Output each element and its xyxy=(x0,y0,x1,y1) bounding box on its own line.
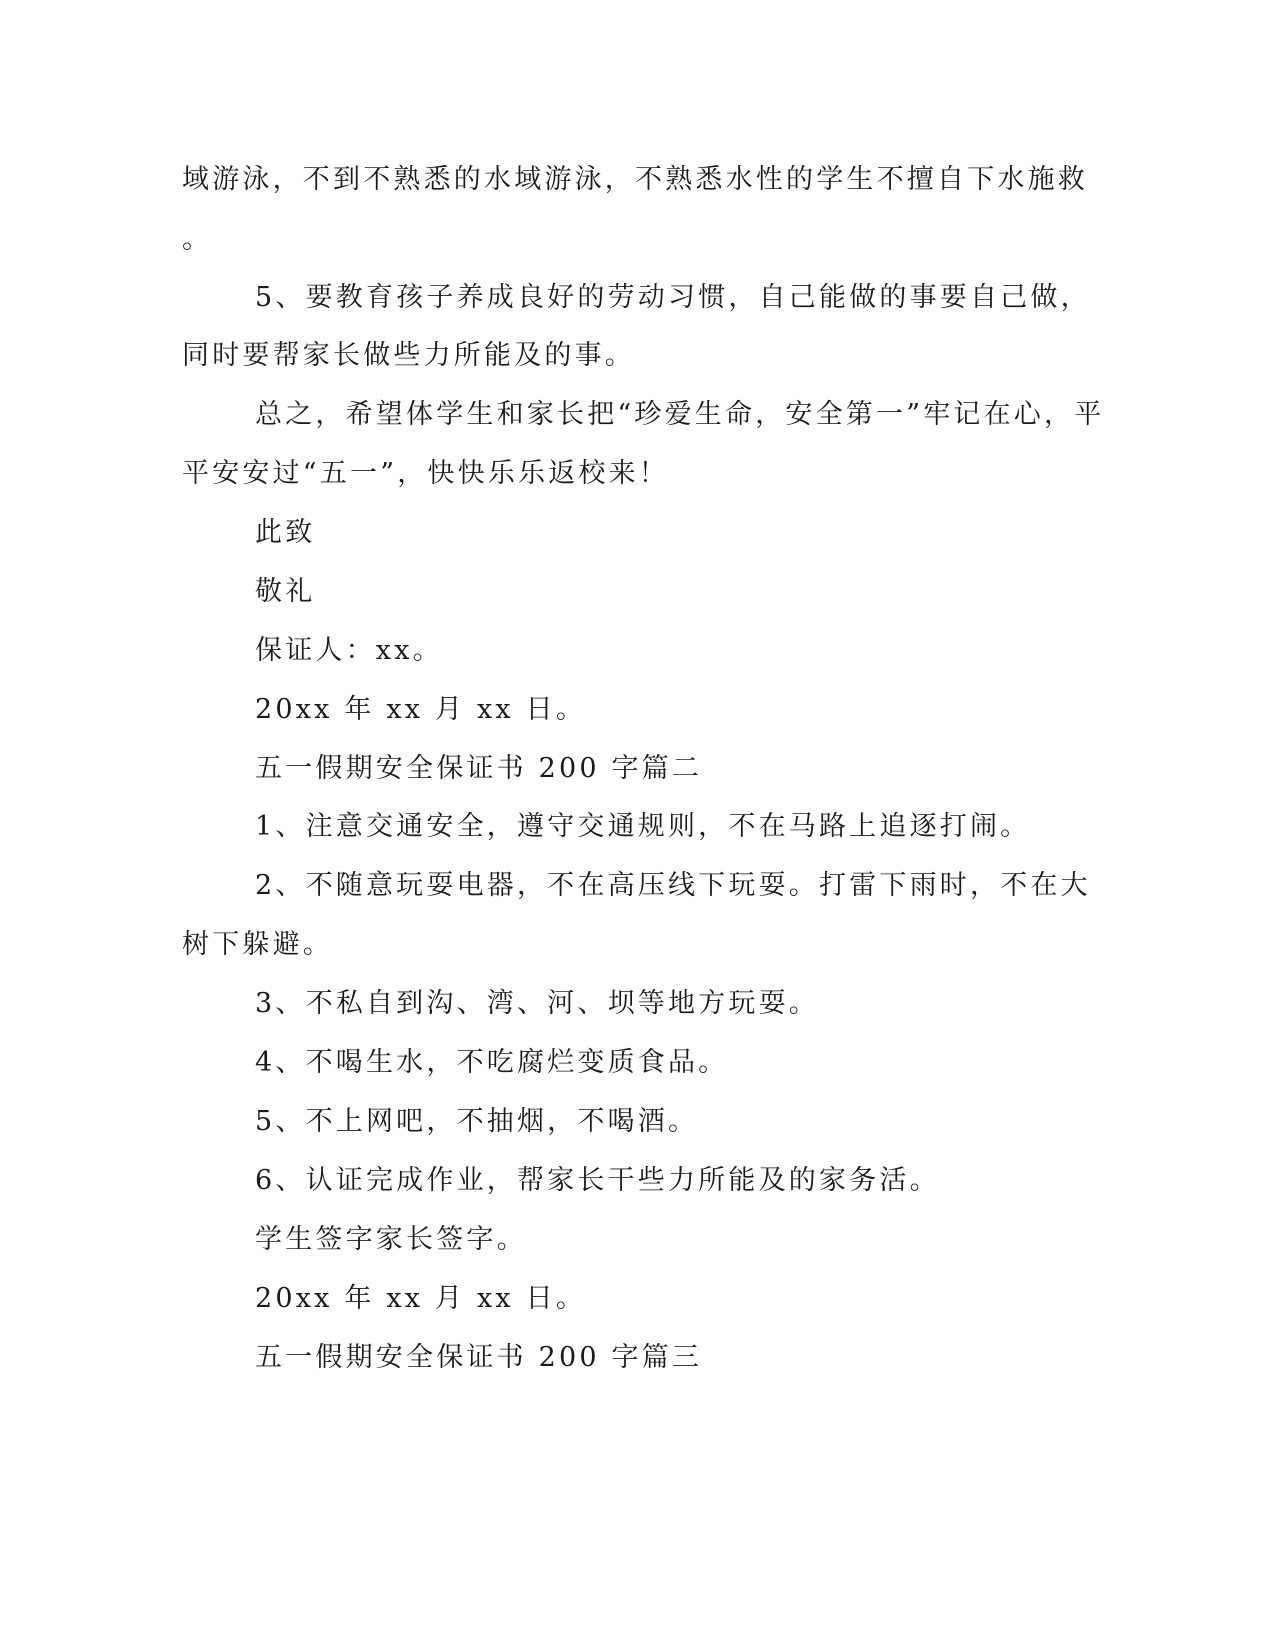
paragraph-line: 总之，希望体学生和家长把“珍爱生命，安全第一”牢记在心，平 xyxy=(255,399,1105,430)
paragraph-line: 域游泳，不到不熟悉的水域游泳，不熟悉水性的学生不擅自下水施救 xyxy=(182,164,1088,195)
list-item: 4、不喝生水，不吃腐烂变质食品。 xyxy=(255,1047,729,1078)
list-item: 3、不私自到沟、湾、河、坝等地方玩耍。 xyxy=(255,988,819,1019)
paragraph-line: 。 xyxy=(182,224,213,255)
signature-line: 学生签字家长签字。 xyxy=(255,1224,527,1255)
section-heading: 五一假期安全保证书 200 字篇二 xyxy=(255,753,703,784)
list-item-continuation: 树下躲避。 xyxy=(182,929,333,960)
date-line: 20xx 年 xx 月 xx 日。 xyxy=(255,1283,587,1314)
list-item: 5、不上网吧，不抽烟，不喝酒。 xyxy=(255,1106,699,1137)
paragraph-line: 5、要教育孩子养成良好的劳动习惯，自己能做的事要自己做， xyxy=(255,282,1091,313)
date-line: 20xx 年 xx 月 xx 日。 xyxy=(255,694,587,725)
list-item: 1、注意交通安全，遵守交通规则，不在马路上追逐打闹。 xyxy=(255,811,1031,842)
section-heading: 五一假期安全保证书 200 字篇三 xyxy=(255,1342,703,1373)
paragraph-line: 平安安过“五一”，快快乐乐返校来！ xyxy=(182,458,670,489)
list-item: 6、认证完成作业，帮家长干些力所能及的家务活。 xyxy=(255,1165,940,1196)
paragraph-line: 同时要帮家长做些力所能及的事。 xyxy=(182,340,635,371)
salutation-line: 此致 xyxy=(255,517,316,548)
list-item: 2、不随意玩耍电器，不在高压线下玩耍。打雷下雨时，不在大 xyxy=(255,870,1091,901)
salutation-line: 敬礼 xyxy=(255,576,316,607)
signature-line: 保证人：xx。 xyxy=(255,635,443,666)
